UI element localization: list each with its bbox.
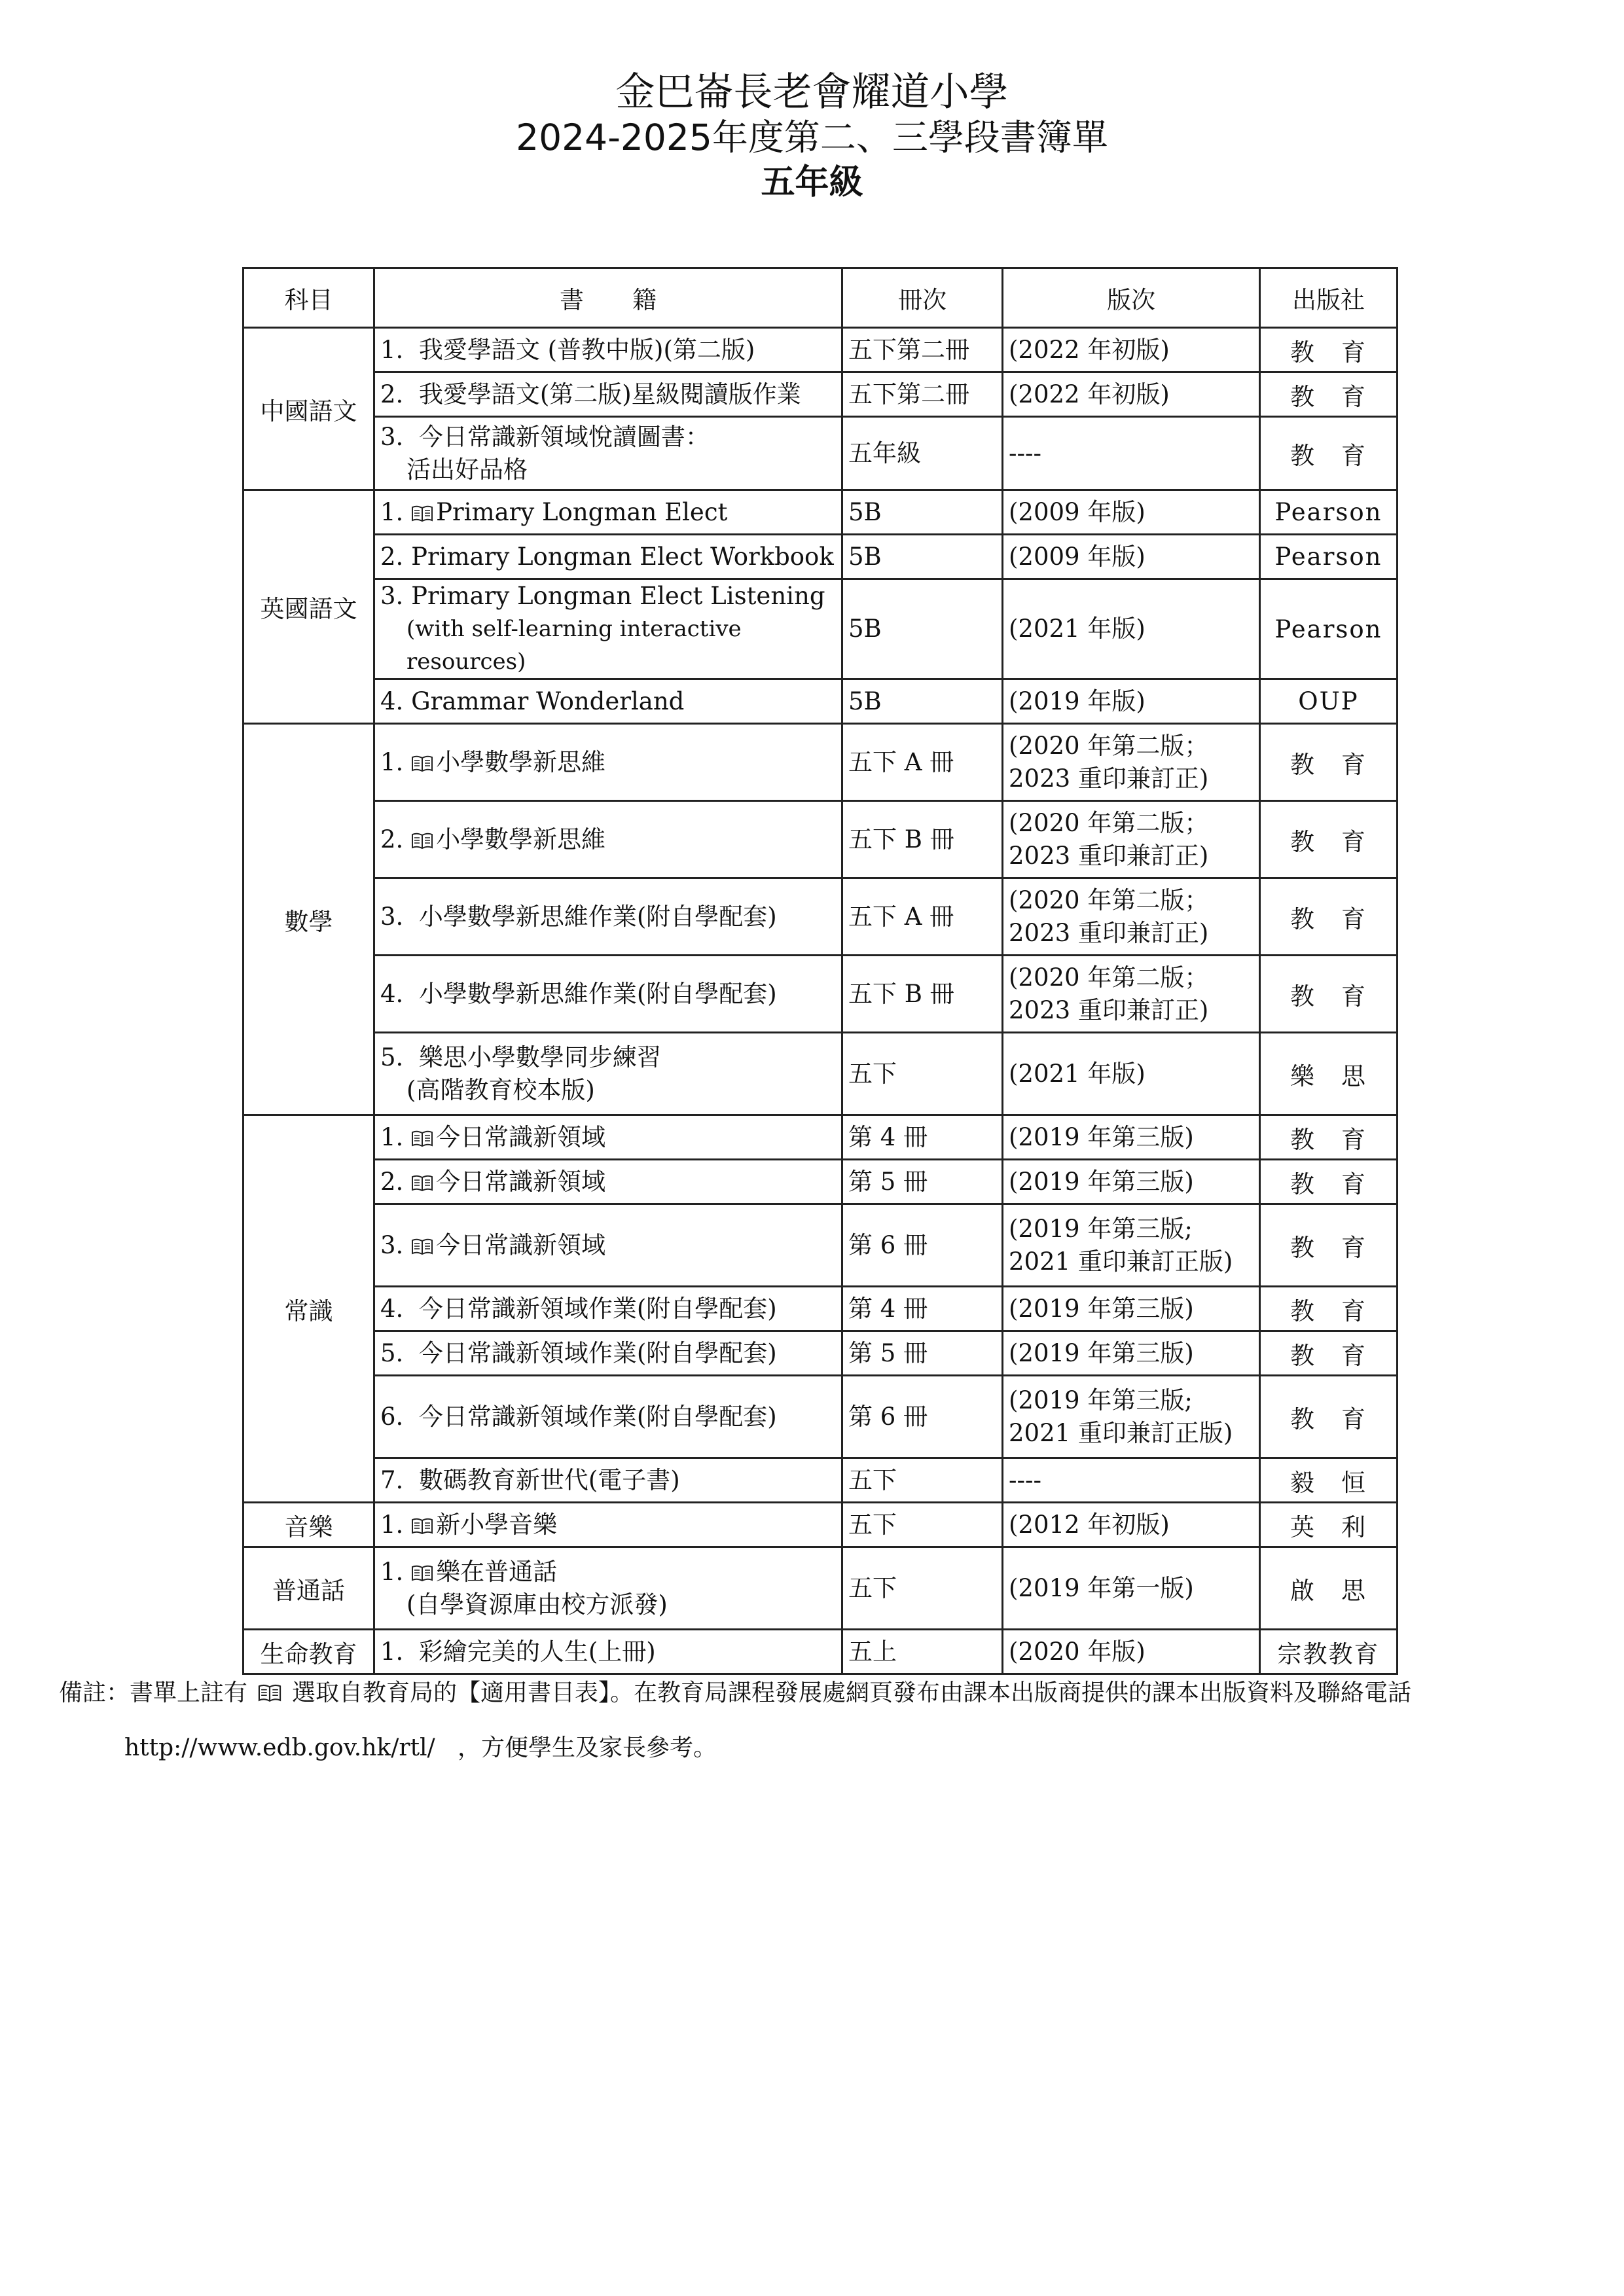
subject-cell: 常識 — [244, 1115, 374, 1503]
item-number: 3. — [380, 422, 404, 451]
edition-cell: (2022 年初版) — [1003, 372, 1260, 417]
book-cell — [374, 1160, 842, 1204]
table-row — [244, 490, 1398, 535]
book-cell — [374, 1458, 842, 1503]
publisher-cell: Pearson — [1260, 535, 1398, 579]
item-number: 3. — [380, 582, 404, 610]
table-row — [244, 1376, 1398, 1458]
publisher-cell: Pearson — [1260, 579, 1398, 679]
volume-cell: 第 6 冊 — [842, 1376, 1003, 1458]
edition-line: 2023 重印兼訂正) — [1009, 764, 1209, 793]
table-row — [244, 1458, 1398, 1503]
edition-cell: (2022 年初版) — [1003, 328, 1260, 372]
publisher-cell: 樂 思 — [1260, 1033, 1398, 1115]
open-book-icon — [411, 1168, 433, 1187]
open-book-icon — [257, 1678, 283, 1698]
book-cell — [374, 1033, 842, 1115]
edition-line: 2023 重印兼訂正) — [1009, 996, 1209, 1024]
book-title: 小學數學新思維作業(附自學配套) — [418, 902, 777, 931]
edition-line: (2019 年第三版; — [1009, 1214, 1193, 1243]
item-number: 3. — [380, 1230, 404, 1259]
remarks-text: 選取自教育局的【適用書目表】。在教育局課程發展處網頁發布由課本出版商提供的課本出版資料及聯絡電話 — [292, 1679, 1412, 1706]
edition-line: 2023 重印兼訂正) — [1009, 841, 1209, 870]
volume-cell: 五下 — [842, 1033, 1003, 1115]
edition-cell: (2019 年第三版) — [1003, 1160, 1260, 1204]
book-cell — [374, 956, 842, 1033]
book-cell — [374, 724, 842, 801]
book-title: 樂思小學數學同步練習 — [418, 1043, 661, 1071]
table-row — [244, 801, 1398, 878]
item-number: 2. — [380, 1167, 404, 1196]
item-number: 4. — [380, 979, 404, 1008]
edition-cell: (2019 年第一版) — [1003, 1547, 1260, 1630]
edition-cell: ---- — [1003, 417, 1260, 490]
column-header: 冊次 — [842, 268, 1003, 328]
volume-cell: 第 5 冊 — [842, 1331, 1003, 1376]
edition-cell: (2019 年第三版) — [1003, 1287, 1260, 1331]
publisher-cell: 宗教教育 — [1260, 1630, 1398, 1674]
edition-cell — [1003, 878, 1260, 956]
publisher-cell: 教 育 — [1260, 1287, 1398, 1331]
item-number: 4. — [380, 1294, 404, 1323]
book-title: 今日常識新領域悅讀圖書： — [418, 422, 710, 451]
publisher-cell: 教 育 — [1260, 328, 1398, 372]
book-cell — [374, 1503, 842, 1547]
edition-cell — [1003, 956, 1260, 1033]
open-book-icon — [411, 499, 433, 517]
subject-cell: 普通話 — [244, 1547, 374, 1630]
volume-cell: 第 4 冊 — [842, 1115, 1003, 1160]
booklist-table — [242, 267, 1398, 1675]
volume-cell: 五上 — [842, 1630, 1003, 1674]
book-cell — [374, 372, 842, 417]
volume-cell: 第 6 冊 — [842, 1204, 1003, 1287]
item-number: 7. — [380, 1465, 404, 1494]
table-row — [244, 1630, 1398, 1674]
table-row — [244, 878, 1398, 956]
book-cell — [374, 878, 842, 956]
remarks-prefix: 備註：書單上註有 — [59, 1679, 248, 1706]
subject-cell: 音樂 — [244, 1503, 374, 1547]
book-subtitle: (with self-learning interactive resources) — [406, 616, 742, 675]
subject-cell: 中國語文 — [244, 328, 374, 490]
item-number: 2. — [380, 380, 404, 408]
volume-cell: 五下 A 冊 — [842, 878, 1003, 956]
item-number: 1. — [380, 1637, 404, 1666]
grade-title: 五年級 — [761, 163, 863, 202]
table-row — [244, 328, 1398, 372]
book-title: 小學數學新思維 — [436, 825, 606, 853]
open-book-icon — [411, 826, 433, 844]
volume-cell: 五下 — [842, 1503, 1003, 1547]
edition-line: 2021 重印兼訂正版) — [1009, 1418, 1233, 1447]
remarks — [59, 1676, 1591, 1766]
volume-cell: 五下 A 冊 — [842, 724, 1003, 801]
subject-cell: 生命教育 — [244, 1630, 374, 1674]
edition-cell: (2020 年版) — [1003, 1630, 1260, 1674]
edition-cell: (2021 年版) — [1003, 1033, 1260, 1115]
table-row — [244, 579, 1398, 679]
edition-cell: (2009 年版) — [1003, 490, 1260, 535]
publisher-cell: 教 育 — [1260, 1331, 1398, 1376]
item-number: 5. — [380, 1338, 404, 1367]
book-cell — [374, 535, 842, 579]
publisher-cell: 教 育 — [1260, 956, 1398, 1033]
publisher-cell: 教 育 — [1260, 801, 1398, 878]
publisher-cell: 啟 思 — [1260, 1547, 1398, 1630]
column-header: 書 籍 — [374, 268, 842, 328]
volume-cell: 5B — [842, 679, 1003, 724]
column-header: 出版社 — [1260, 268, 1398, 328]
edition-cell — [1003, 801, 1260, 878]
table-row — [244, 1331, 1398, 1376]
book-title: 今日常識新領域作業(附自學配套) — [418, 1294, 777, 1323]
book-cell — [374, 1630, 842, 1674]
table-row — [244, 1547, 1398, 1630]
publisher-cell: Pearson — [1260, 490, 1398, 535]
column-header: 版次 — [1003, 268, 1260, 328]
open-book-icon — [411, 1511, 433, 1530]
table-row — [244, 1115, 1398, 1160]
subject-cell: 數學 — [244, 724, 374, 1115]
item-number: 1. — [380, 335, 404, 364]
edition-cell: (2019 年版) — [1003, 679, 1260, 724]
item-number: 1. — [380, 1557, 404, 1586]
item-number: 1. — [380, 747, 404, 776]
item-number: 1. — [380, 1122, 404, 1151]
book-cell — [374, 1331, 842, 1376]
book-title: 今日常識新領域 — [436, 1122, 606, 1151]
book-title: 今日常識新領域 — [436, 1167, 606, 1196]
edition-line: 2021 重印兼訂正版) — [1009, 1247, 1233, 1276]
table-row — [244, 535, 1398, 579]
book-title: 新小學音樂 — [436, 1510, 558, 1539]
table-row — [244, 1204, 1398, 1287]
edition-cell: (2012 年初版) — [1003, 1503, 1260, 1547]
item-number: 1. — [380, 1510, 404, 1539]
book-title: 數碼教育新世代(電子書) — [418, 1465, 680, 1494]
book-cell — [374, 328, 842, 372]
table-row — [244, 372, 1398, 417]
open-book-icon — [411, 749, 433, 767]
booklist-title: 2024-2025年度第二、三學段書簿單 — [516, 117, 1108, 158]
publisher-cell: 教 育 — [1260, 1376, 1398, 1458]
edition-line: (2019 年第三版; — [1009, 1386, 1193, 1414]
open-book-icon — [411, 1124, 433, 1142]
table-header-row — [244, 268, 1398, 328]
edition-line: 2023 重印兼訂正) — [1009, 918, 1209, 947]
volume-cell: 5B — [842, 535, 1003, 579]
edb-link[interactable]: http://www.edb.gov.hk/rtl/ — [124, 1734, 435, 1761]
volume-cell: 五下 B 冊 — [842, 801, 1003, 878]
book-cell — [374, 1547, 842, 1630]
table-row — [244, 679, 1398, 724]
item-number: 2. — [380, 825, 404, 853]
publisher-cell: 教 育 — [1260, 372, 1398, 417]
table-row — [244, 417, 1398, 490]
column-header: 科目 — [244, 268, 374, 328]
book-cell — [374, 1376, 842, 1458]
book-title: Primary Longman Elect Workbook — [411, 542, 834, 571]
book-title: 彩繪完美的人生(上冊) — [418, 1637, 656, 1666]
table-row — [244, 724, 1398, 801]
publisher-cell: 教 育 — [1260, 1160, 1398, 1204]
volume-cell: 5B — [842, 579, 1003, 679]
volume-cell: 五下 — [842, 1458, 1003, 1503]
book-subtitle: 活出好品格 — [406, 455, 528, 484]
edition-cell: (2019 年第三版) — [1003, 1115, 1260, 1160]
volume-cell: 五年級 — [842, 417, 1003, 490]
remarks-url-line — [59, 1731, 1591, 1766]
edition-cell: ---- — [1003, 1458, 1260, 1503]
table-row — [244, 1503, 1398, 1547]
edition-line: (2020 年第二版； — [1009, 731, 1209, 760]
edition-line: (2020 年第二版； — [1009, 808, 1209, 837]
publisher-cell: 教 育 — [1260, 1204, 1398, 1287]
book-title: Grammar Wonderland — [411, 687, 685, 715]
book-title: 小學數學新思維 — [436, 747, 606, 776]
book-cell — [374, 1115, 842, 1160]
table-row — [244, 1033, 1398, 1115]
book-title: 今日常識新領域 — [436, 1230, 606, 1259]
book-cell — [374, 679, 842, 724]
publisher-cell: 教 育 — [1260, 724, 1398, 801]
book-title: 樂在普通話 — [436, 1557, 558, 1586]
book-subtitle: (高階教育校本版) — [406, 1075, 595, 1104]
volume-cell: 五下第二冊 — [842, 328, 1003, 372]
edition-cell — [1003, 1204, 1260, 1287]
book-title: 今日常識新領域作業(附自學配套) — [418, 1402, 777, 1431]
book-cell — [374, 1204, 842, 1287]
publisher-cell: 教 育 — [1260, 878, 1398, 956]
publisher-cell: 教 育 — [1260, 417, 1398, 490]
remarks-suffix: ，方便學生及家長參考。 — [458, 1734, 717, 1761]
volume-cell: 第 5 冊 — [842, 1160, 1003, 1204]
book-title: 我愛學語文(第二版)星級閱讀版作業 — [418, 380, 801, 408]
volume-cell: 5B — [842, 490, 1003, 535]
edition-cell — [1003, 724, 1260, 801]
table-row — [244, 1160, 1398, 1204]
open-book-icon — [411, 1558, 433, 1577]
book-title: 今日常識新領域作業(附自學配套) — [418, 1338, 777, 1367]
book-cell — [374, 490, 842, 535]
edition-line: (2020 年第二版； — [1009, 886, 1209, 914]
volume-cell: 五下 — [842, 1547, 1003, 1630]
item-number: 2. — [380, 542, 404, 571]
edition-line: (2020 年第二版； — [1009, 963, 1209, 992]
publisher-cell: 毅 恒 — [1260, 1458, 1398, 1503]
book-title: 小學數學新思維作業(附自學配套) — [418, 979, 777, 1008]
item-number: 1. — [380, 497, 404, 526]
book-title: Primary Longman Elect — [436, 497, 728, 526]
edition-cell: (2009 年版) — [1003, 535, 1260, 579]
item-number: 5. — [380, 1043, 404, 1071]
book-cell — [374, 1287, 842, 1331]
volume-cell: 五下第二冊 — [842, 372, 1003, 417]
open-book-icon — [411, 1232, 433, 1250]
book-title: Primary Longman Elect Listening — [411, 582, 825, 610]
item-number: 3. — [380, 902, 404, 931]
book-subtitle: (自學資源庫由校方派發) — [406, 1590, 668, 1619]
publisher-cell: OUP — [1260, 679, 1398, 724]
item-number: 6. — [380, 1402, 404, 1431]
edition-cell — [1003, 1376, 1260, 1458]
book-cell — [374, 417, 842, 490]
book-title: 我愛學語文 (普教中版)(第二版) — [418, 335, 755, 364]
table-row — [244, 1287, 1398, 1331]
edition-cell: (2021 年版) — [1003, 579, 1260, 679]
publisher-cell: 英 利 — [1260, 1503, 1398, 1547]
volume-cell: 五下 B 冊 — [842, 956, 1003, 1033]
page-header — [0, 69, 1624, 206]
item-number: 4. — [380, 687, 404, 715]
volume-cell: 第 4 冊 — [842, 1287, 1003, 1331]
school-name: 金巴崙長老會耀道小學 — [615, 69, 1009, 115]
publisher-cell: 教 育 — [1260, 1115, 1398, 1160]
book-cell — [374, 579, 842, 679]
subject-cell: 英國語文 — [244, 490, 374, 724]
book-cell — [374, 801, 842, 878]
edition-cell: (2019 年第三版) — [1003, 1331, 1260, 1376]
table-row — [244, 956, 1398, 1033]
